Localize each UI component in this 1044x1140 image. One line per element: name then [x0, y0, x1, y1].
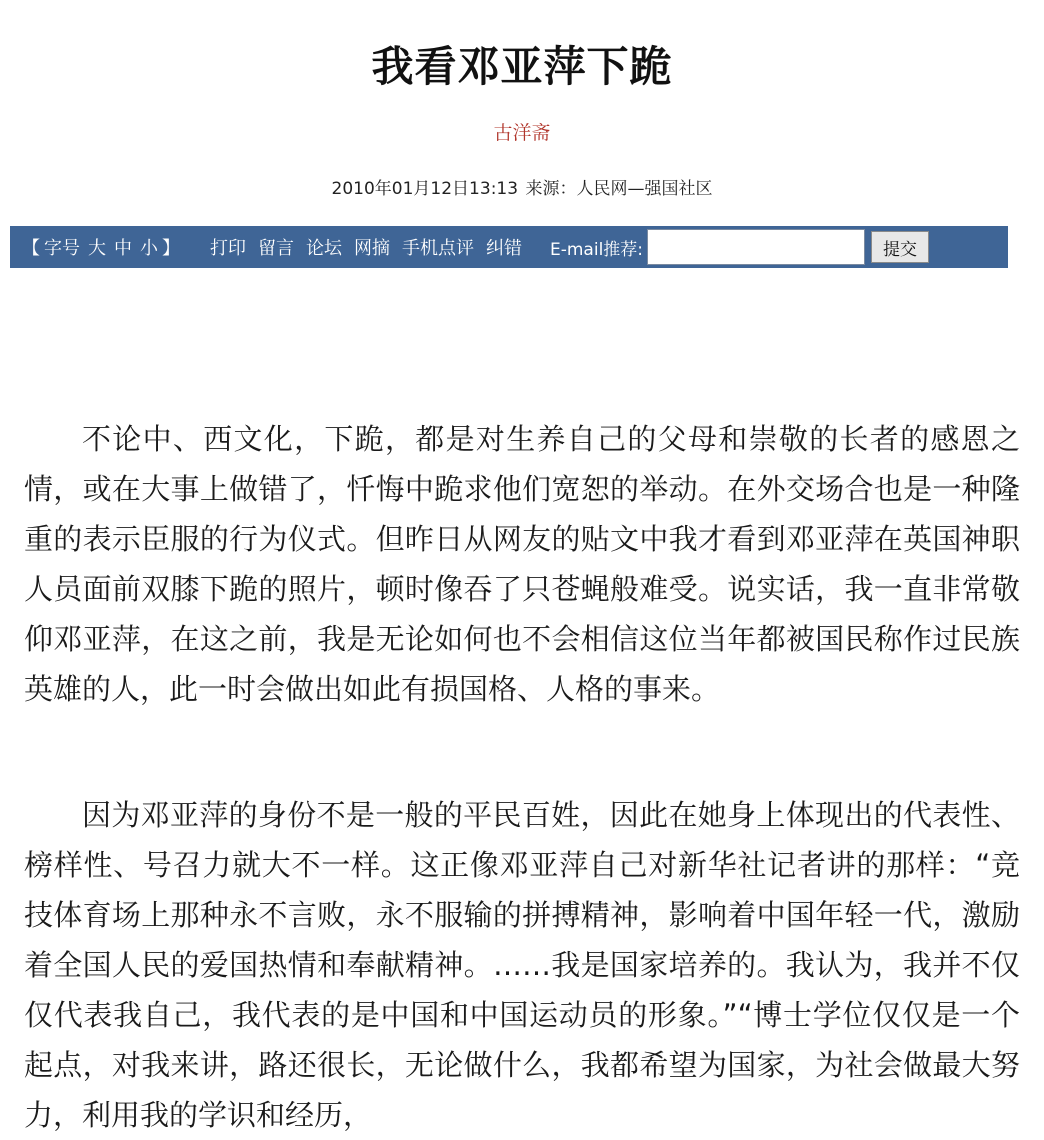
bookmark-link[interactable]: 网摘	[354, 238, 390, 259]
article-title: 我看邓亚萍下跪	[371, 42, 673, 91]
email-recommend-label: E-mail推荐:	[550, 239, 644, 260]
submit-button[interactable]: 提交	[871, 231, 929, 263]
font-size-bracket-left: 【	[22, 238, 40, 259]
font-size-label: 字号	[44, 238, 80, 259]
error-report-link[interactable]: 纠错	[486, 238, 522, 259]
article-author[interactable]: 古洋斋	[493, 122, 551, 144]
forum-link[interactable]: 论坛	[306, 238, 342, 259]
font-size-control	[22, 234, 180, 260]
comment-link[interactable]: 留言	[258, 238, 294, 259]
article-body	[24, 414, 1020, 1140]
article-date: 2010年01月12日13:13	[331, 179, 519, 199]
article-paragraph: 因为邓亚萍的身份不是一般的平民百姓，因此在她身上体现出的代表性、榜样性、号召力就大不一样。这正像邓亚萍自己对新华社记者讲的那样：“竞技体育场上那种永不言败，永不服输的拼搏精神，影响着中国年轻一代，激励着全国人民的爱国热情和奉献精神。……我是国家培养的。我认为，我并不仅仅代表我自己，我代表的是中国和中国运动员的形象。”“博士学位仅仅是一个起点，对我来讲，路还很长，无论做什么，我都希望为国家，为社会做最大努力，利用我的学识和经历，	[24, 798, 1020, 1132]
email-recommend-input[interactable]	[647, 229, 865, 265]
font-size-bracket-right: 】	[162, 238, 180, 259]
mobile-review-link[interactable]: 手机点评	[402, 238, 474, 259]
font-size-small-button[interactable]: 小	[140, 238, 158, 259]
font-size-medium-button[interactable]: 中	[114, 238, 132, 259]
article-meta	[0, 174, 1044, 199]
article-paragraph: 不论中、西文化，下跪，都是对生养自己的父母和崇敬的长者的感恩之情，或在大事上做错了，忏悔中跪求他们宽恕的举动。在外交场合也是一种隆重的表示臣服的行为仪式。但昨日从网友的贴文中我才看到邓亚萍在英国神职人员面前双膝下跪的照片，顿时像吞了只苍蝇般难受。说实话，我一直非常敬仰邓亚萍，在这之前，我是无论如何也不会相信这位当年都被国民称作过民族英雄的人，此一时会做出如此有损国格、人格的事来。	[24, 422, 1020, 706]
font-size-large-button[interactable]: 大	[88, 238, 106, 259]
article-toolbar	[10, 226, 1008, 268]
print-link[interactable]: 打印	[210, 238, 246, 259]
article-source: 来源：人民网—强国社区	[525, 179, 713, 199]
